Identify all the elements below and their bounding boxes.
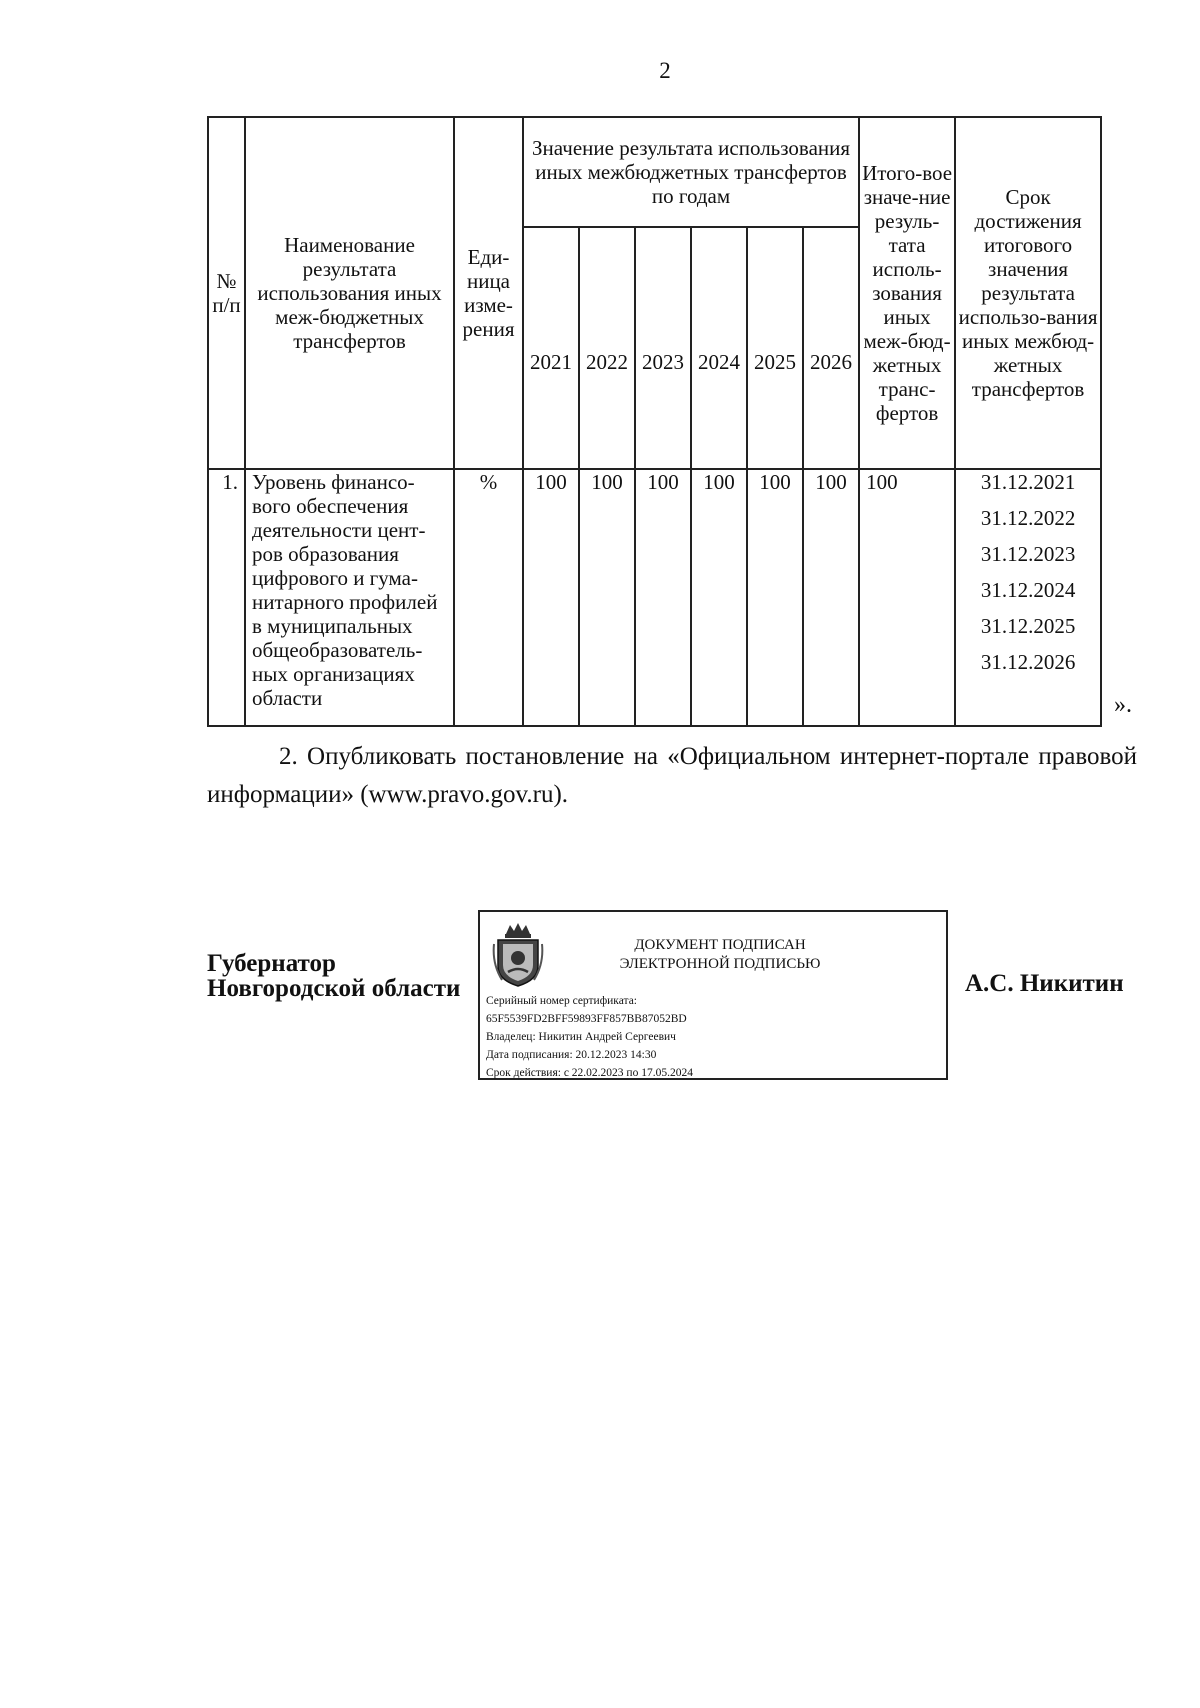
row-num: 1. [208,469,245,726]
row-name: Уровень финансо-вого обеспечения деятельности цент-ров образования цифрового и гума-нитарного профилей в муниципальных общеобразователь-ных организациях области [245,469,454,726]
header-total: Итого-вое значе-ние резуль-тата исполь-зования иных меж-бюд-жетных транс-фертов [859,117,955,469]
header-name: Наименование результата использования иных меж-бюджетных трансфертов [245,117,454,469]
page-number: 2 [659,58,671,83]
row-unit: % [454,469,523,726]
stamp-title [560,936,880,974]
header-num: № п/п [208,117,245,469]
row-value: 100 [523,469,579,726]
header-year: 2023 [635,227,691,469]
row-value: 100 [579,469,635,726]
row-value: 100 [803,469,859,726]
signatory-title [207,951,460,1001]
stamp-title-line: ДОКУМЕНТ ПОДПИСАН [634,937,806,953]
deadline-date: 31.12.2026 [980,650,1076,674]
row-total: 100 [859,469,955,726]
table-row [208,469,1101,726]
deadline-date: 31.12.2021 [980,470,1076,494]
deadline-date: 31.12.2024 [980,578,1076,602]
header-unit: Еди-ница изме-рения [454,117,523,469]
stamp-signed-date: Дата подписания: 20.12.2023 14:30 [486,1049,657,1061]
header-year: 2026 [803,227,859,469]
coat-of-arms-icon [492,920,544,988]
header-year: 2021 [523,227,579,469]
stamp-cert-number: 65F5539FD2BFF59893FF857BB87052BD [486,1013,687,1025]
closing-quote: ». [1114,692,1132,718]
stamp-validity: Срок действия: с 22.02.2023 по 17.05.2024 [486,1067,693,1079]
header-year: 2025 [747,227,803,469]
header-year: 2022 [579,227,635,469]
stamp-details [486,992,693,1082]
header-year: 2024 [691,227,747,469]
deadline-date: 31.12.2022 [980,506,1076,530]
deadline-date: 31.12.2023 [980,542,1076,566]
row-value: 100 [635,469,691,726]
row-value: 100 [747,469,803,726]
header-deadline: Срок достижения итогового значения результата использо-вания иных межбюд-жетных трансфертов [955,117,1101,469]
signatory-title-line: Губернатор [207,950,336,977]
electronic-signature-stamp [478,910,948,1080]
row-deadlines [955,469,1101,726]
row-value: 100 [691,469,747,726]
stamp-owner: Владелец: Никитин Андрей Сергеевич [486,1031,676,1043]
results-table [207,116,1102,727]
header-values-group: Значение результата использования иных межбюджетных трансфертов по годам [523,117,859,227]
signatory-title-line: Новгородской области [207,975,461,1002]
signatory-name: А.С. Никитин [965,970,1124,997]
stamp-title-line: ЭЛЕКТРОННОЙ ПОДПИСЬЮ [619,956,821,972]
stamp-cert-label: Серийный номер сертификата: [486,995,637,1007]
paragraph-publish: 2. Опубликовать постановление на «Официальном интернет-портале правовой информации» (www.pravo.gov.ru). [207,743,1137,808]
deadline-date: 31.12.2025 [980,614,1076,638]
